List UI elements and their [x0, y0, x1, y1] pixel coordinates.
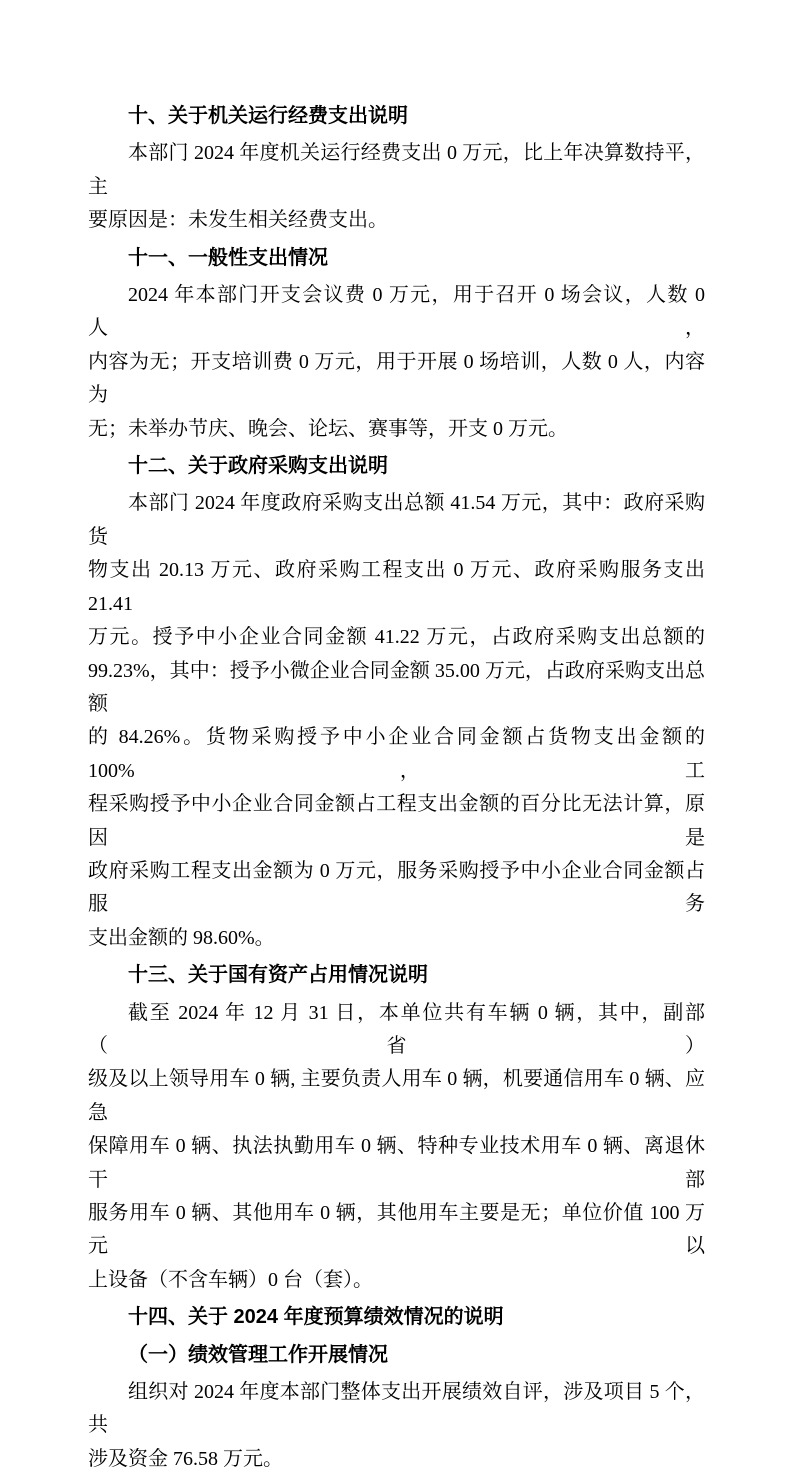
- paragraph-line: 程采购授予中小企业合同金额占工程支出金额的百分比无法计算，原因是: [88, 793, 705, 849]
- paragraph-line: 无；未举办节庆、晚会、论坛、赛事等，开支 0 万元。: [88, 417, 568, 440]
- paragraph-line: 本部门 2024 年度政府采购支出总额 41.54 万元，其中：政府采购货: [88, 492, 705, 548]
- section-11-heading: 十一、一般性支出情况: [128, 246, 328, 269]
- section-13-paragraph: [88, 997, 705, 1298]
- paragraph-line: 本部门 2024 年度机关运行经费支出 0 万元，比上年决算数持平，主: [88, 142, 705, 198]
- paragraph-line: 组织对 2024 年度本部门整体支出开展绩效自评，涉及项目 5 个，共: [88, 1381, 705, 1437]
- paragraph-line: 支出金额的 98.60%。: [88, 926, 275, 949]
- section-12-heading: 十二、关于政府采购支出说明: [128, 455, 388, 478]
- section-11-paragraph: [88, 279, 705, 446]
- section-10-paragraph: [88, 137, 705, 237]
- section-12-paragraph: [88, 487, 705, 955]
- paragraph-line: 服务用车 0 辆、其他用车 0 辆，其他用车主要是无；单位价值 100 万元以: [88, 1202, 705, 1258]
- paragraph-line: 涉及资金 76.58 万元。: [88, 1447, 283, 1470]
- paragraph-line: 2024 年本部门开支会议费 0 万元，用于召开 0 场会议，人数 0 人，: [88, 284, 705, 340]
- section-13-heading: 十三、关于国有资产占用情况说明: [128, 964, 428, 987]
- paragraph-line: 政府采购工程支出金额为 0 万元，服务采购授予中小企业合同金额占服务: [88, 859, 705, 916]
- paragraph-line: 的 84.26%。货物采购授予中小企业合同金额占货物支出金额的 100%，工: [88, 726, 705, 782]
- paragraph-line: 级及以上领导用车 0 辆, 主要负责人用车 0 辆，机要通信用车 0 辆、应急: [88, 1068, 705, 1124]
- paragraph-line: 截至 2024 年 12 月 31 日，本单位共有车辆 0 辆，其中，副部（省）: [88, 1001, 705, 1057]
- paragraph-line: 上设备（不含车辆）0 台（套）。: [88, 1268, 373, 1291]
- paragraph-line: 保障用车 0 辆、执法执勤用车 0 辆、特种专业技术用车 0 辆、离退休干部: [88, 1135, 705, 1191]
- paragraph-line: 内容为无；开支培训费 0 万元，用于开展 0 场培训，人数 0 人，内容为: [88, 350, 705, 407]
- section-14-subheading-1: （一）绩效管理工作开展情况: [128, 1343, 388, 1366]
- section-14-paragraph-1: [88, 1376, 705, 1476]
- paragraph-line: 万元。授予中小企业合同金额 41.22 万元，占政府采购支出总额的: [88, 626, 705, 649]
- paragraph-line: 物支出 20.13 万元、政府采购工程支出 0 万元、政府采购服务支出 21.41: [88, 559, 705, 615]
- section-14-heading: 十四、关于 2024 年度预算绩效情况的说明: [128, 1306, 504, 1329]
- section-10-heading: 十、关于机关运行经费支出说明: [128, 105, 408, 127]
- paragraph-line: 要原因是：未发生相关经费支出。: [88, 209, 388, 232]
- paragraph-line: 99.23%，其中：授予小微企业合同金额 35.00 万元，占政府采购支出总额: [88, 659, 705, 715]
